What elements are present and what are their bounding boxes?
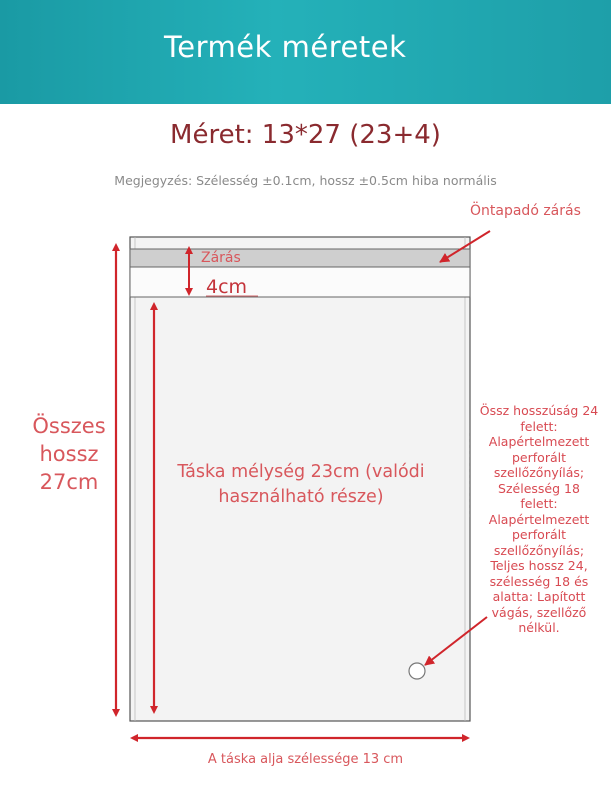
flap-height-label: 4cm <box>206 276 248 298</box>
vent-note: Össz hosszúság 24 felett: Alapértelmezett perforált szellőzőnyílás; Szélesség 18 felett: Alapértelmezett perforált szellőzőnyílás; Teljes hossz 24, szélesség 18 és alatta: Lapított vágás, szellőző nélkül. <box>479 403 599 635</box>
bottom-width-label: A táska alja szélessége 13 cm <box>207 752 404 767</box>
seal-strip <box>130 249 470 267</box>
size-title: Méret: 13*27 (23+4) <box>170 120 441 150</box>
page-title: Termék méretek <box>164 30 407 64</box>
self-seal-label: Öntapadó zárás <box>470 203 581 219</box>
closure-label: Zárás <box>201 250 241 266</box>
total-length-label: Összes hossz 27cm <box>32 414 106 494</box>
bag-depth-label: Táska mélység 23cm (valódi használható része) <box>177 462 425 507</box>
tolerance-note: Megjegyzés: Szélesség ±0.1cm, hossz ±0.5cm hiba normális <box>114 173 497 188</box>
flap-area <box>130 267 470 297</box>
vent-hole-icon <box>409 663 425 679</box>
